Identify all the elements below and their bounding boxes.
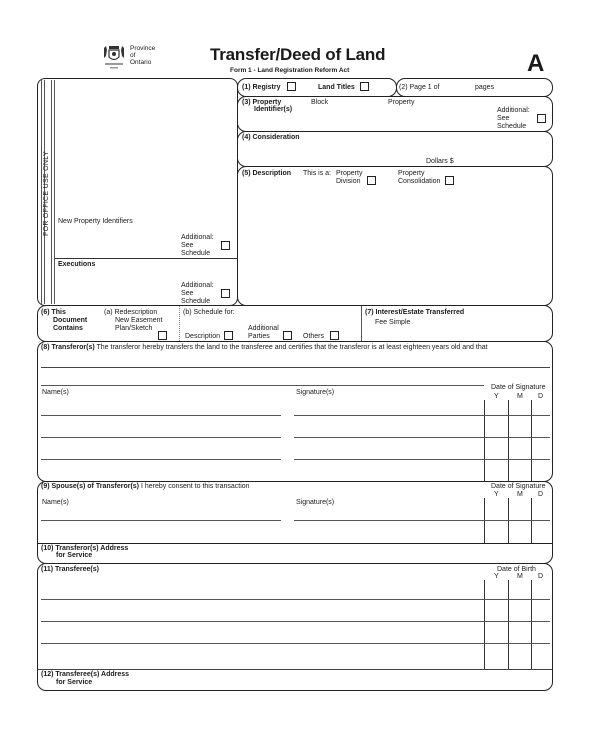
- transferees-label: (11) Transferee(s): [41, 566, 99, 573]
- new-property-identifiers-label: New Property Identifiers: [58, 218, 133, 225]
- this-is-a-label: This is a:: [303, 170, 332, 177]
- schedule-label: Schedule: [181, 250, 211, 257]
- dob-m-label: M: [517, 573, 523, 580]
- office-use-vertical-label: FOR OFFICE USE ONLY: [43, 151, 50, 236]
- transferee-address-label: (12) Transferee(s) Address: [41, 671, 130, 678]
- property-identifiers-label: (3) Property: [242, 99, 282, 106]
- schedule-description-label: Description: [185, 333, 221, 340]
- spouse-text: I hereby consent to this transaction: [140, 483, 250, 490]
- transferor-signature-line[interactable]: [294, 415, 550, 416]
- transferee-address-label-2: for Service: [56, 679, 93, 686]
- redescription-checkbox[interactable]: [158, 331, 167, 340]
- transferor-text: The transferor hereby transfers the land to the transferee and certifies that the transferor is at least eighteen years old and that: [96, 344, 488, 351]
- dob-d-label: D: [538, 573, 544, 580]
- property-label: Property: [388, 99, 415, 106]
- transferor-signature-line[interactable]: [294, 459, 550, 460]
- transferor-address-label: (10) Transferor(s) Address: [41, 545, 129, 552]
- description-label: (5) Description: [242, 170, 292, 177]
- property-consolidation-label-2: Consolidation: [398, 178, 441, 185]
- executions-additional-checkbox[interactable]: [221, 289, 230, 298]
- executions-label: Executions: [58, 261, 96, 268]
- pages-label: pages: [475, 84, 495, 91]
- transferor-name-line[interactable]: [41, 437, 281, 438]
- logo-text-province: Province: [130, 45, 156, 52]
- additional-label: Additional:: [497, 107, 530, 114]
- spouse-names-label: Name(s): [42, 499, 69, 506]
- property-consolidation-label: Property: [398, 170, 425, 177]
- see-label: See: [181, 290, 194, 297]
- dob-y-label: Y: [494, 573, 499, 580]
- property-identifiers-label-2: Identifier(s): [254, 106, 293, 113]
- document-contains-label: (6) This: [41, 309, 66, 316]
- schedule-description-checkbox[interactable]: [224, 331, 233, 340]
- form-letter: A: [527, 50, 545, 77]
- date-m-label: M: [517, 491, 523, 498]
- spouse-name-line[interactable]: [41, 520, 281, 521]
- see-label: See: [181, 242, 194, 249]
- new-property-additional-checkbox[interactable]: [221, 241, 230, 250]
- schedule-for-label: (b) Schedule for:: [183, 309, 235, 316]
- property-identifiers-additional-checkbox[interactable]: [537, 114, 546, 123]
- document-contains-label-2: Document: [53, 317, 88, 324]
- registry-label: (1) Registry: [242, 84, 281, 91]
- ontario-logo: [101, 44, 127, 72]
- spouse-signature-line[interactable]: [294, 520, 550, 521]
- section-8-transferors: [37, 341, 553, 482]
- spouse-signatures-label: Signature(s): [296, 499, 335, 506]
- additional-label: Additional:: [181, 282, 214, 289]
- schedule-label: Schedule: [497, 123, 527, 130]
- schedule-label: Schedule: [181, 298, 211, 305]
- office-use-block: [37, 78, 238, 306]
- additional-parties-label-2: Parties: [248, 333, 270, 340]
- transferee-line[interactable]: [41, 621, 550, 622]
- see-label: See: [497, 115, 510, 122]
- property-division-label: Property: [336, 170, 363, 177]
- new-easement-label: New Easement: [115, 317, 163, 324]
- interest-estate-label: (7) Interest/Estate Transferred: [365, 309, 465, 316]
- fee-simple-value: Fee Simple: [375, 319, 411, 326]
- schedule-others-label: Others: [303, 333, 325, 340]
- spouse-label: (9) Spouse(s) of Transferor(s): [41, 483, 140, 490]
- registry-checkbox[interactable]: [287, 82, 296, 91]
- logo-text-ontario: Ontario: [130, 59, 152, 66]
- additional-label: Additional:: [181, 234, 214, 241]
- transferor-address-label-2: for Service: [56, 552, 93, 559]
- block-label: Block: [311, 99, 329, 106]
- transferor-date-label: Date of Signature: [491, 384, 546, 391]
- redescription-label: (a) Redescription: [104, 309, 158, 316]
- land-titles-label: Land Titles: [318, 84, 355, 91]
- date-m-label: M: [517, 393, 523, 400]
- logo-text-of: of: [130, 52, 136, 59]
- transferee-line[interactable]: [41, 599, 550, 600]
- property-division-checkbox[interactable]: [367, 176, 376, 185]
- additional-parties-label: Additional: [248, 325, 279, 332]
- transferor-signature-line[interactable]: [294, 437, 550, 438]
- section-5-description: [237, 166, 553, 306]
- page-label: (2) Page 1 of: [399, 84, 440, 91]
- date-d-label: D: [538, 393, 544, 400]
- transferor-statement: [41, 344, 488, 352]
- date-y-label: Y: [494, 393, 499, 400]
- schedule-additional-parties-checkbox[interactable]: [283, 331, 292, 340]
- transferor-signatures-label: Signature(s): [296, 389, 335, 396]
- transferee-line[interactable]: [41, 643, 550, 644]
- spouse-date-label: Date of Signature: [491, 483, 546, 490]
- form-subtitle: Form 1 - Land Registration Reform Act: [230, 67, 350, 74]
- transferor-name-line[interactable]: [41, 459, 281, 460]
- date-d-label: D: [538, 491, 544, 498]
- schedule-others-checkbox[interactable]: [330, 331, 339, 340]
- ontario-coat-of-arms-icon: [101, 44, 127, 72]
- date-y-label: Y: [494, 491, 499, 498]
- plan-sketch-label: Plan/Sketch: [115, 325, 153, 332]
- land-titles-checkbox[interactable]: [360, 82, 369, 91]
- transferor-name-line[interactable]: [41, 415, 281, 416]
- transferor-names-label: Name(s): [42, 389, 69, 396]
- property-consolidation-checkbox[interactable]: [445, 176, 454, 185]
- property-division-label-2: Division: [336, 178, 361, 185]
- dollars-label: Dollars $: [426, 158, 454, 165]
- transferor-label: (8) Transferor(s): [41, 344, 95, 351]
- consideration-label: (4) Consideration: [242, 134, 300, 141]
- transferee-dob-label: Date of Birth: [497, 566, 536, 573]
- spouse-statement: [41, 483, 250, 491]
- page-title: Transfer/Deed of Land: [210, 45, 386, 64]
- document-contains-label-3: Contains: [53, 325, 83, 332]
